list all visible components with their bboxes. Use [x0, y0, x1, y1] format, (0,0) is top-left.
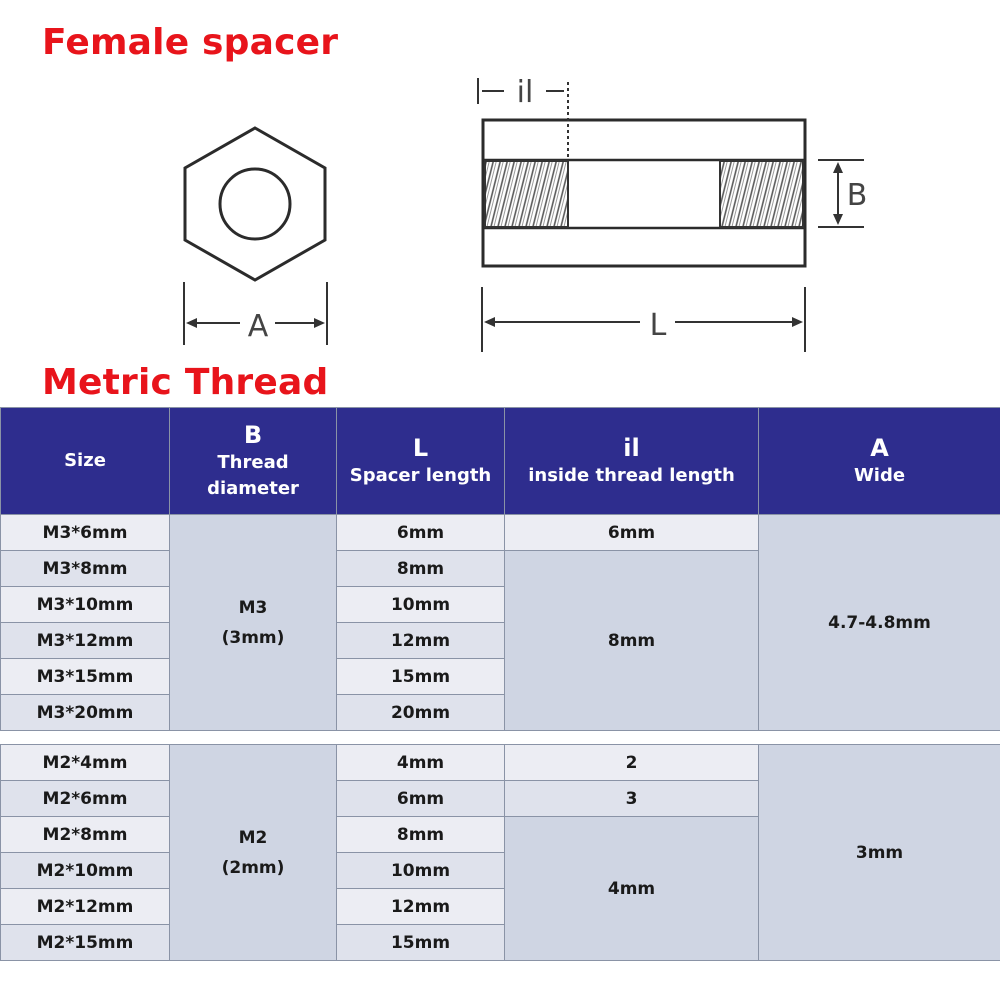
length-cell: 15mm: [337, 925, 505, 961]
hex-end-view: [185, 128, 325, 280]
size-cell: M2*8mm: [1, 817, 170, 853]
header-b-label-2: diameter: [207, 478, 299, 499]
page-title: Female spacer: [42, 22, 339, 63]
thread-mm: (2mm): [221, 857, 285, 878]
table-row: [1, 745, 1000, 781]
size-cell: M3*8mm: [1, 551, 170, 587]
header-b-label: Thread: [217, 452, 289, 473]
header-il: [505, 408, 759, 515]
inside-length-cell: 8mm: [505, 551, 759, 731]
inside-length-cell: 4mm: [505, 817, 759, 961]
header-l: [337, 408, 505, 515]
spacer-diagram: [0, 0, 1000, 365]
table-row: [1, 515, 1000, 551]
section-title: Metric Thread: [42, 362, 329, 403]
size-cell: M2*4mm: [1, 745, 170, 781]
inside-length-cell: 3: [505, 781, 759, 817]
header-a-symbol: A: [870, 434, 889, 462]
header-b-symbol: B: [243, 421, 263, 449]
length-cell: 6mm: [337, 515, 505, 551]
size-cell: M3*12mm: [1, 623, 170, 659]
length-cell: 20mm: [337, 695, 505, 731]
size-cell: M3*15mm: [1, 659, 170, 695]
header-a-label: Wide: [853, 465, 906, 486]
thread-name: M2: [238, 827, 268, 848]
length-cell: 8mm: [337, 551, 505, 587]
wide-cell: 4.7-4.8mm: [759, 515, 1000, 731]
header-l-label: Spacer length: [349, 465, 492, 486]
length-cell: 10mm: [337, 587, 505, 623]
inside-length-cell: 2: [505, 745, 759, 781]
header-a: [759, 408, 1000, 515]
header-il-label: inside thread length: [528, 465, 735, 486]
length-cell: 6mm: [337, 781, 505, 817]
header-size: Size: [1, 408, 170, 515]
size-cell: M2*15mm: [1, 925, 170, 961]
thread-diameter-cell: [170, 515, 337, 731]
size-cell: M3*6mm: [1, 515, 170, 551]
length-cell: 15mm: [337, 659, 505, 695]
dimension-label-l: L: [649, 308, 667, 343]
header-il-symbol: il: [623, 434, 640, 462]
dimension-label-b: B: [846, 178, 868, 213]
table-header-row: [1, 408, 1000, 515]
length-cell: 12mm: [337, 889, 505, 925]
size-cell: M3*20mm: [1, 695, 170, 731]
table-spacer: [1, 731, 1000, 745]
size-cell: M2*6mm: [1, 781, 170, 817]
length-cell: 12mm: [337, 623, 505, 659]
thread-diameter-cell: [170, 745, 337, 961]
inside-length-cell: 6mm: [505, 515, 759, 551]
spec-table: [0, 407, 1000, 961]
length-cell: 8mm: [337, 817, 505, 853]
thread-mm: (3mm): [221, 627, 285, 648]
dimension-label-a: A: [247, 309, 269, 344]
length-cell: 10mm: [337, 853, 505, 889]
header-l-symbol: L: [412, 434, 429, 462]
wide-cell: 3mm: [759, 745, 1000, 961]
size-cell: M3*10mm: [1, 587, 170, 623]
length-cell: 4mm: [337, 745, 505, 781]
thread-name: M3: [238, 597, 268, 618]
header-b: [170, 408, 337, 515]
dimension-label-il: il: [516, 75, 534, 110]
size-cell: M2*12mm: [1, 889, 170, 925]
dimension-l: [482, 287, 805, 352]
size-cell: M2*10mm: [1, 853, 170, 889]
